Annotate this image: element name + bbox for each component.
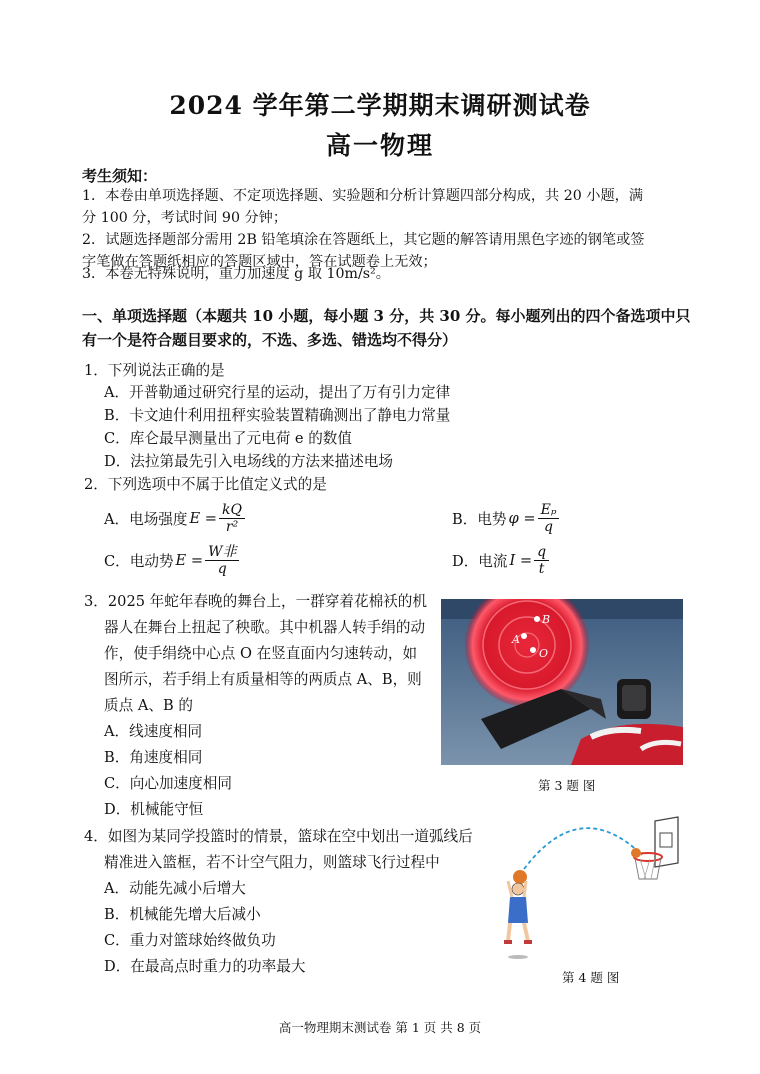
formula-lhs: I = (509, 552, 533, 569)
point-a-label: A (512, 633, 520, 646)
question-3-stem: 3．2025 年蛇年春晚的舞台上，一群穿着花棉袄的机 (84, 593, 427, 610)
question-4-stem: 4．如图为某同学投篮时的情景，篮球在空中划出一道弧线后 (84, 828, 473, 845)
question-4-option-c: C．重力对篮球始终做负功 (104, 932, 276, 949)
section-heading: 一、单项选择题（本题共 10 小题，每小题 3 分，共 30 分。每小题列出的四个备选项中只 (82, 307, 691, 325)
question-4-option-b: B．机械能先增大后减小 (104, 906, 261, 923)
notice-line: 2．试题选择题部分需用 2B 铅笔填涂在答题纸上，其它题的解答请用黑色字迹的钢笔或签 (82, 232, 645, 248)
question-3-stem: 质点 A、B 的 (104, 697, 193, 714)
question-3-option-c: C．向心加速度相同 (104, 775, 232, 792)
player-icon (504, 870, 532, 959)
formula-lhs: E = (175, 552, 204, 569)
question-3-figure-caption: 第 3 题 图 (538, 778, 596, 793)
notice-line: 字笔做在答题纸相应的答题区域中，答在试题卷上无效； (82, 254, 437, 270)
numerator: kQ (219, 502, 245, 519)
question-1-option-b: B．卡文迪什利用扭秤实验装置精确测出了静电力常量 (104, 407, 451, 424)
question-4-option-a: A．动能先减小后增大 (104, 880, 246, 897)
robot-handkerchief-photo (441, 599, 683, 765)
question-1-option-d: D．法拉第最先引入电场线的方法来描述电场 (104, 453, 393, 470)
point-o-label: O (539, 647, 549, 660)
question-3-option-a: A．线速度相同 (104, 723, 203, 740)
question-2-option-b (452, 502, 559, 535)
option-label: B．电势 (452, 511, 507, 528)
numerator: W非 (205, 544, 239, 561)
numerator: q (534, 544, 549, 561)
option-label: D．电流 (452, 553, 508, 570)
question-2-stem: 2．下列选项中不属于比值定义式的是 (84, 476, 327, 493)
question-4-figure-caption: 第 4 题 图 (562, 970, 620, 985)
fraction (205, 544, 239, 577)
exam-subject: 高一物理 (325, 131, 434, 160)
notice-heading: 考生须知： (82, 167, 158, 185)
question-1-option-a: A．开普勒通过研究行星的运动，提出了万有引力定律 (104, 384, 451, 401)
question-3-option-d: D．机械能守恒 (104, 801, 204, 818)
fraction (534, 544, 549, 577)
denominator: r² (225, 519, 239, 535)
option-label: C．电动势 (104, 553, 174, 570)
question-3-stem: 作，使手绢绕中心点 O 在竖直面内匀速转动，如 (104, 645, 418, 662)
option-label: A．电场强度 (104, 511, 188, 528)
question-3-stem: 器人在舞台上扭起了秧歌。其中机器人转手绢的动 (104, 619, 426, 636)
question-1-option-c: C．库仑最早测量出了元电荷 e 的数值 (104, 430, 352, 447)
basketball-shot-illustration (490, 815, 690, 975)
question-2-option-a (104, 502, 245, 535)
question-4-stem: 精准进入篮框，若不计空气阻力，则篮球飞行过程中 (104, 854, 440, 871)
fraction (219, 502, 245, 535)
point-b-label: B (542, 613, 551, 626)
ball-at-hoop (631, 848, 641, 858)
question-3-figure (441, 599, 683, 765)
fraction (538, 502, 560, 535)
question-2-option-d (452, 544, 549, 577)
question-2-option-c (104, 544, 239, 577)
exam-title: 2024 学年第二学期期末调研测试卷 (169, 91, 591, 120)
denominator: t (538, 561, 545, 577)
section-heading-cont: 有一个是符合题目要求的，不选、多选、错选均不得分） (82, 331, 458, 349)
question-3-option-b: B．角速度相同 (104, 749, 203, 766)
formula-lhs: E = (189, 510, 218, 527)
page-footer: 高一物理期末测试卷 第 1 页 共 8 页 (278, 1020, 482, 1035)
question-3-stem: 图所示，若手绢上有质量相等的两质点 A、B，则 (104, 671, 422, 688)
numerator: Eₚ (538, 502, 560, 519)
question-1-stem: 1．下列说法正确的是 (84, 362, 225, 379)
formula-lhs: φ = (508, 510, 536, 527)
question-4-option-d: D．在最高点时重力的功率最大 (104, 958, 306, 975)
notice-line: 1．本卷由单项选择题、不定项选择题、实验题和分析计算题四部分构成，共 20 小题，满 (82, 188, 644, 204)
question-4-figure (490, 815, 690, 975)
notice-line: 分 100 分，考试时间 90 分钟； (82, 210, 288, 226)
notice-line-3: 3．本卷无特殊说明，重力加速度 g 取 10m/s²。 (82, 266, 390, 282)
denominator: q (217, 561, 227, 577)
denominator: q (544, 519, 553, 535)
